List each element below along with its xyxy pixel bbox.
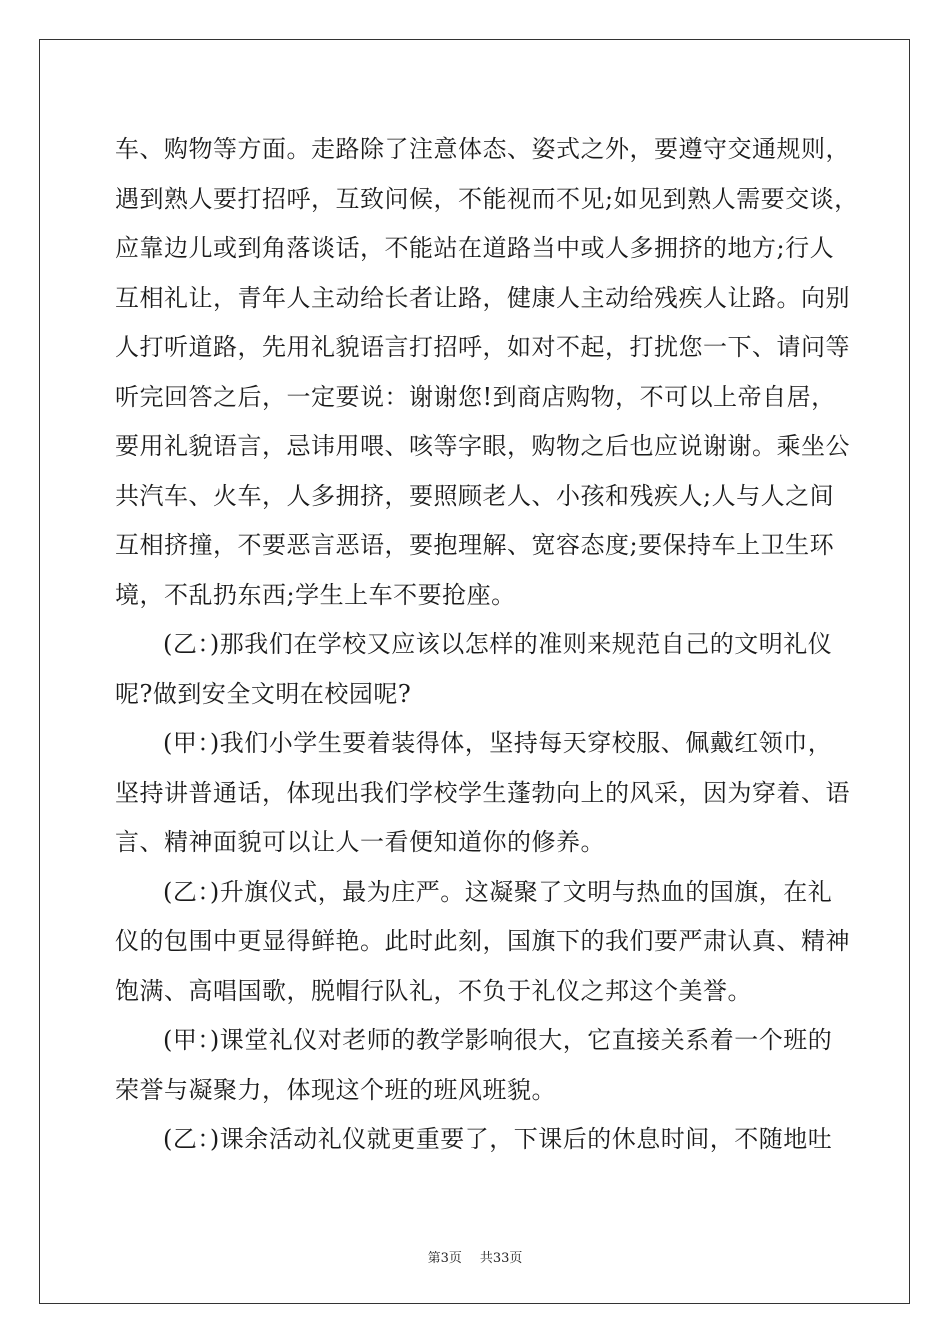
text-line: 仪的包围中更显得鲜艳。此时此刻，国旗下的我们要严肃认真、精神 <box>115 927 850 955</box>
text-line: 车、购物等方面。走路除了注意体态、姿式之外，要遵守交通规则， <box>115 135 850 163</box>
text-line: 言、精神面貌可以让人一看便知道你的修养。 <box>115 828 605 856</box>
text-line: 遇到熟人要打招呼，互致问候，不能视而不见;如见到熟人需要交谈， <box>115 184 859 213</box>
text-line: 荣誉与凝聚力，体现这个班的班风班貌。 <box>115 1075 556 1104</box>
text-line: (乙：)课余活动礼仪就更重要了，下课后的休息时间，不随地吐 <box>163 1125 833 1153</box>
text-line: 呢?做到安全文明在校园呢? <box>115 679 412 708</box>
page-footer <box>0 1247 950 1266</box>
page-total: 共33页 <box>479 1251 523 1266</box>
text-line: 境，不乱扔东西;学生上车不要抢座。 <box>115 580 516 609</box>
text-line: (甲：)课堂礼仪对老师的教学影响很大，它直接关系着一个班的 <box>163 1026 833 1054</box>
text-line: 饱满、高唱国歌，脱帽行队礼，不负于礼仪之邦这个美誉。 <box>115 976 752 1005</box>
text-line: 人打听道路，先用礼貌语言打招呼，如对不起，打扰您一下、请问等 <box>115 333 850 361</box>
text-line: (乙：)升旗仪式，最为庄严。这凝聚了文明与热血的国旗，在礼 <box>163 877 833 906</box>
text-line: 坚持讲普通话，体现出我们学校学生蓬勃向上的风采，因为穿着、语 <box>115 778 850 807</box>
document-body <box>115 125 860 1165</box>
text-line: 应靠边儿或到角落谈话，不能站在道路当中或人多拥挤的地方;行人 <box>115 234 835 262</box>
text-line: (甲：)我们小学生要着装得体，坚持每天穿校服、佩戴红领巾， <box>163 729 833 757</box>
text-line: 听完回答之后，一定要说：谢谢您!到商店购物，不可以上帝自居， <box>115 382 836 411</box>
page-number: 第3页 <box>427 1251 462 1266</box>
text-line: 要用礼貌语言，忌讳用喂、咳等字眼，购物之后也应说谢谢。乘坐公 <box>115 432 850 460</box>
text-line: 共汽车、火车，人多拥挤，要照顾老人、小孩和残疾人;人与人之间 <box>115 481 835 510</box>
text-line: 互相礼让，青年人主动给长者让路，健康人主动给残疾人让路。向别 <box>115 283 850 312</box>
text-line: (乙：)那我们在学校又应该以怎样的准则来规范自己的文明礼仪 <box>163 630 833 658</box>
text-line: 互相挤撞，不要恶言恶语，要抱理解、宽容态度;要保持车上卫生环 <box>115 531 835 559</box>
